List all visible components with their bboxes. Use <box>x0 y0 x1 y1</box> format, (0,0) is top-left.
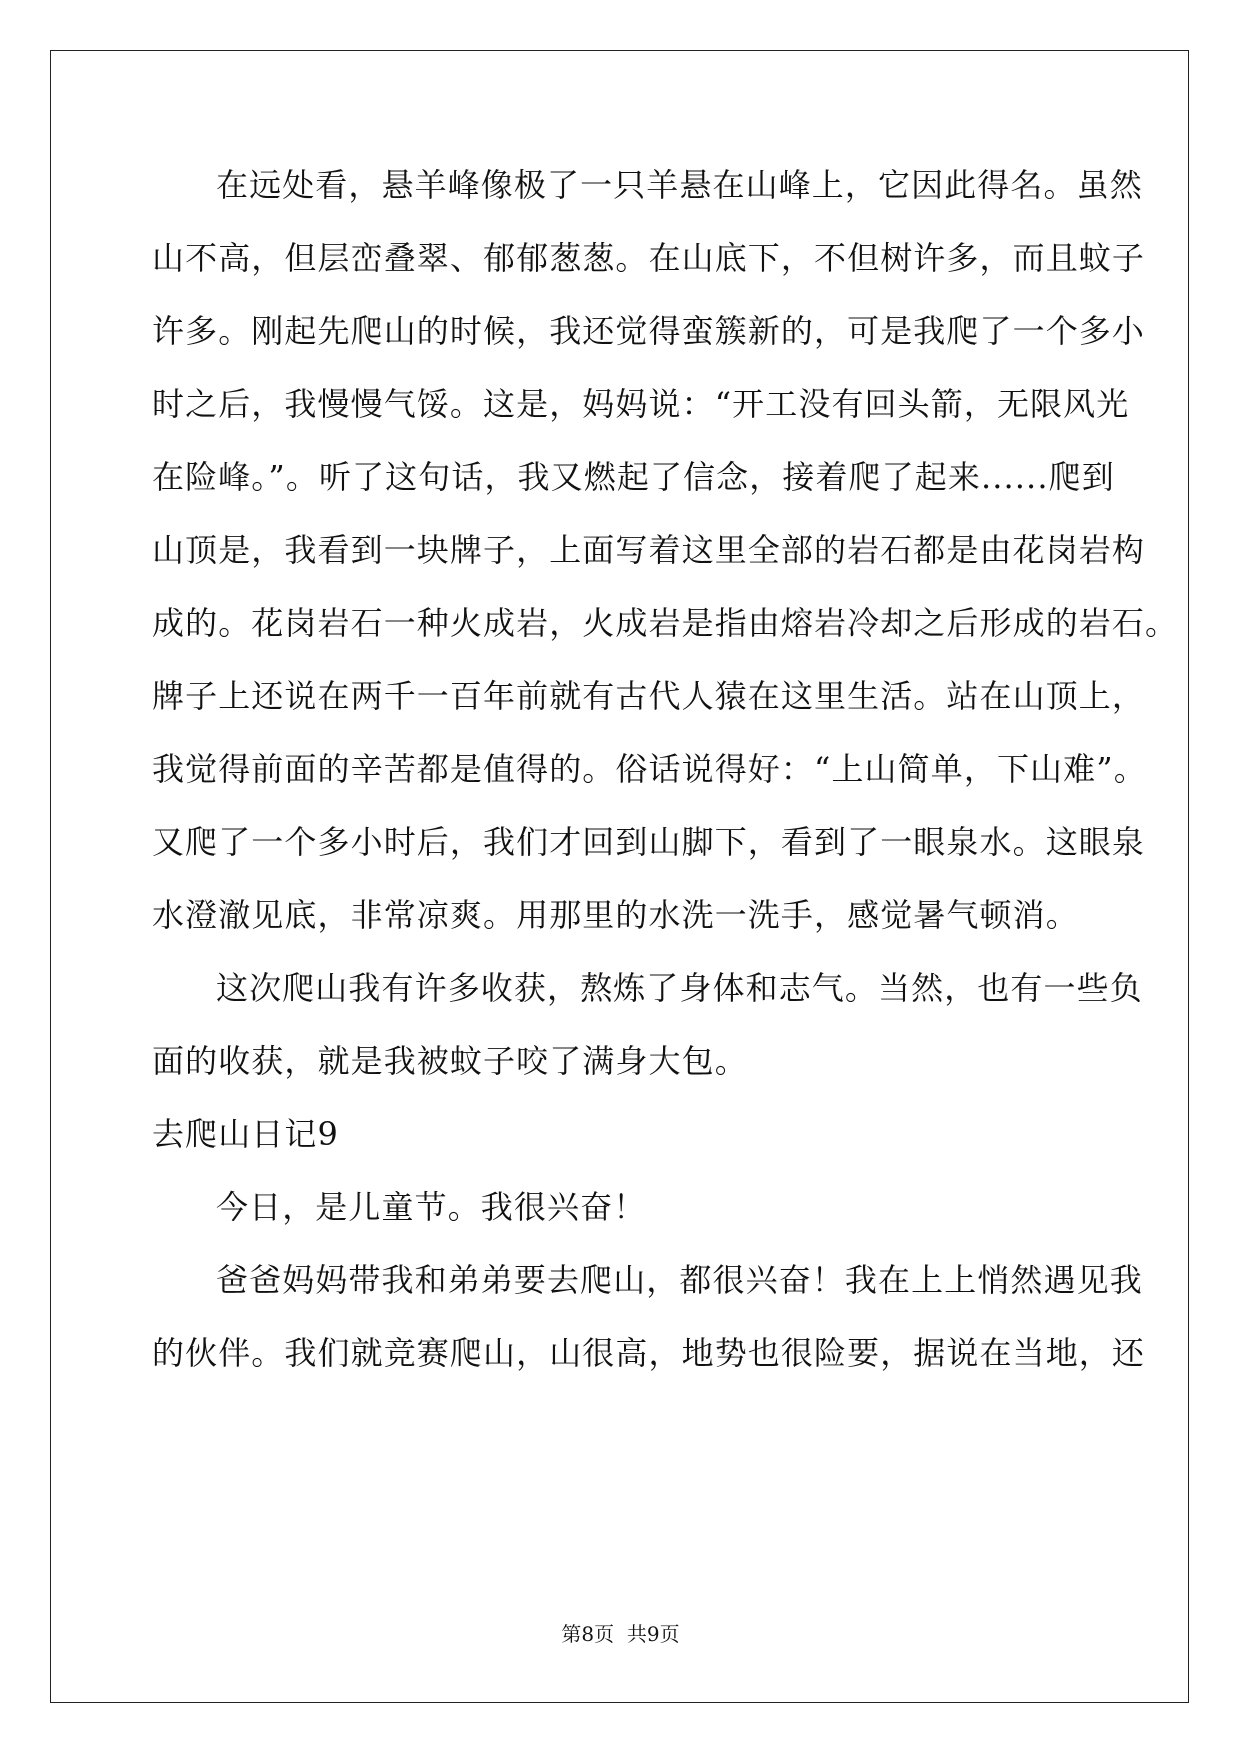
paragraph-line: 许多。刚起先爬山的时候，我还觉得蛮簇新的，可是我爬了一个多小 <box>152 312 1146 350</box>
paragraph-line: 牌子上还说在两千一百年前就有古代人猿在这里生活。站在山顶上， <box>152 677 1146 715</box>
paragraph-line: 面的收获，就是我被蚊子咬了满身大包。 <box>152 1042 748 1080</box>
paragraph-line: 今日，是儿童节。我很兴奋！ <box>216 1188 647 1226</box>
paragraph-line: 成的。花岗岩石一种火成岩，火成岩是指由熔岩冷却之后形成的岩石。 <box>152 604 1179 642</box>
paragraph-line: 这次爬山我有许多收获，熬炼了身体和志气。当然，也有一些负 <box>216 969 1143 1007</box>
paragraph-line: 我觉得前面的辛苦都是值得的。俗话说得好：“上山简单，下山难”。 <box>152 750 1147 788</box>
paragraph-line: 又爬了一个多小时后，我们才回到山脚下，看到了一眼泉水。这眼泉 <box>152 823 1146 861</box>
section-heading: 去爬山日记9 <box>152 1115 339 1153</box>
paragraph-line: 山不高，但层峦叠翠、郁郁葱葱。在山底下，不但树许多，而且蚊子 <box>152 239 1146 277</box>
paragraph-line: 爸爸妈妈带我和弟弟要去爬山，都很兴奋！我在上上悄然遇见我 <box>216 1261 1143 1299</box>
paragraph-line: 时之后，我慢慢气馁。这是，妈妈说：“开工没有回头箭，无限风光 <box>152 385 1130 423</box>
page-number-footer: 第8页 共9页 <box>561 1622 680 1646</box>
paragraph-line: 在险峰。”。听了这句话，我又燃起了信念，接着爬了起来......爬到 <box>152 458 1115 496</box>
paragraph-line: 的伙伴。我们就竞赛爬山，山很高，地势也很险要，据说在当地，还 <box>152 1334 1146 1372</box>
paragraph-line: 在远处看，悬羊峰像极了一只羊悬在山峰上，它因此得名。虽然 <box>216 166 1143 204</box>
page-border <box>50 50 1189 1703</box>
paragraph-line: 山顶是，我看到一块牌子，上面写着这里全部的岩石都是由花岗岩构 <box>152 531 1146 569</box>
paragraph-line: 水澄澈见底，非常凉爽。用那里的水洗一洗手，感觉暑气顿消。 <box>152 896 1079 934</box>
